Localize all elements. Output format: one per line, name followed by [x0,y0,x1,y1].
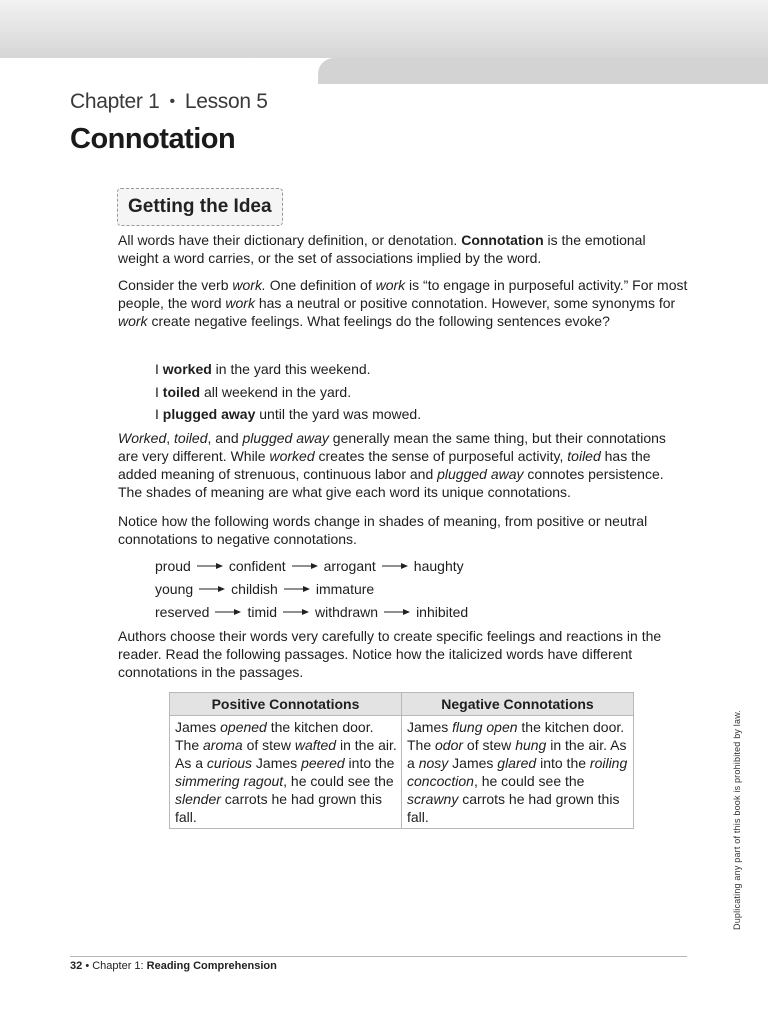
text-run: creates the sense of purposeful activity, [314,448,568,464]
italic-term: slender [175,791,221,807]
text-run: James [407,719,453,735]
text-run: until the yard was mowed. [255,406,422,422]
text-run: into the [344,755,395,771]
text-run: is “to engage in purposeful activity.” For most people, the word [118,277,688,311]
table-header-row [170,693,634,716]
arrow-right-icon [292,562,318,570]
chain-word: timid [247,604,278,620]
text-run: has the added meaning of strenuous, continuous labor and [118,448,651,482]
text-run: all weekend in the yard. [200,384,352,400]
bold-term: toiled [162,384,201,400]
bold-term: worked [162,361,212,377]
text-run: into the [536,755,590,771]
page-title: Connotation [70,123,236,155]
paragraph-shades-of-meaning [118,429,688,501]
footer-chapter: Chapter 1: [92,960,147,972]
text-run: carrots he had grown this fall. [407,791,620,825]
paragraph-authors-choose: Authors choose their words very carefully to create specific feelings and reactions in the reader. Read the following passages. Notice how the italicized words have different connotations in the passages. [118,628,662,680]
chain-word: childish [231,581,278,597]
arrow-right-icon [284,585,310,593]
paragraph-verb-work [118,276,688,330]
text-run: One definition of [265,277,376,293]
italic-term: scrawny [407,791,459,807]
example-sentence [155,405,421,423]
text-run: I [155,361,163,377]
table-row [170,716,634,829]
section-heading-getting-the-idea: Getting the Idea [117,188,283,226]
text-run: of stew [463,737,516,753]
chain-word: immature [315,581,375,597]
text-run: , he could see the [473,773,585,789]
text-run: , [166,430,175,446]
top-decorative-band [0,0,768,58]
chain-word: reserved [155,604,210,620]
arrow-right-icon [283,608,309,616]
footer-divider [70,956,687,957]
example-sentence [155,360,371,378]
chain-word: confident [228,558,286,574]
text-run: in the air. As a [175,737,397,771]
paragraph-notice-words: Notice how the following words change in shades of meaning, from positive or neutral connotations to negative connotations. [118,513,648,547]
arrow-right-icon [197,562,223,570]
bullet-separator: • [169,93,175,110]
negative-passage [402,716,634,829]
italic-term: work. [232,277,266,293]
page-number: 32 [70,960,83,972]
italic-term: peered [301,755,345,771]
word-chain [155,557,464,575]
italic-term: hung [515,737,547,753]
column-header-negative: Negative Connotations [402,693,634,716]
copyright-side-note: Duplicating any part of this book is prohibited by law. [732,709,742,930]
column-header-positive: Positive Connotations [170,693,402,716]
text-run: in the air. As a [407,737,627,771]
text-run: in the yard this weekend. [211,361,371,377]
text-run: , he could see the [283,773,394,789]
italic-term: opened [220,719,267,735]
italic-term: curious [206,755,253,771]
italic-term: Worked [118,430,167,446]
text-run: is the emotional weight a word carries, or the set of associations implied by the word. [118,232,646,266]
italic-term: work [225,295,255,311]
example-sentence [155,383,351,401]
italic-term: nosy [418,755,449,771]
text-run: James [448,755,498,771]
italic-term: work [375,277,406,293]
text-run: has a neutral or positive connotation. However, some synonyms for [254,295,676,311]
paragraph-definition [118,231,688,267]
italic-term: worked [269,448,315,464]
lesson-label: Lesson 5 [184,90,268,113]
text-run: the kitchen door. The [407,719,625,753]
italic-term: plugged away [242,430,329,446]
chain-word: inhibited [416,604,469,620]
text-run: I [155,406,163,422]
connotations-table [169,692,634,829]
italic-term: wafted [294,737,337,753]
italic-term: roiling concoction [407,755,628,789]
text-run: generally mean the same thing, but their connotations are very different. While [118,430,666,464]
text-run: I [155,384,163,400]
top-band-tab [318,58,768,84]
chain-word: withdrawn [315,604,379,620]
chain-word: haughty [413,558,464,574]
positive-passage [170,716,402,829]
chapter-lesson-label [70,90,268,114]
italic-term: toiled [174,430,208,446]
text-run: create negative feelings. What feelings do the following sentences evoke? [147,313,610,329]
italic-term: work [118,313,148,329]
text-run: Consider the verb [118,277,233,293]
page-footer [70,960,277,972]
arrow-right-icon [215,608,241,616]
text-run: James [252,755,302,771]
text-run: connotes persistence. The shades of meaning are what give each word its unique connotations. [118,466,664,500]
text-run: All words have their dictionary definition, or denotation. [118,232,462,248]
text-run: carrots he had grown this fall. [175,791,383,825]
italic-term: odor [435,737,464,753]
arrow-right-icon [384,608,410,616]
italic-term: flung open [452,719,518,735]
word-chain [155,580,374,598]
term-connotation: Connotation [461,232,544,248]
arrow-right-icon [199,585,225,593]
bold-term: plugged away [162,406,256,422]
chain-word: proud [155,558,191,574]
italic-term: toiled [567,448,601,464]
text-run: , and [207,430,243,446]
chapter-label: Chapter 1 [70,90,160,113]
text-run: the kitchen door. The [175,719,374,753]
italic-term: plugged away [437,466,524,482]
italic-term: glared [497,755,537,771]
chain-word: arrogant [323,558,376,574]
italic-term: simmering ragout [175,773,284,789]
text-run: James [175,719,221,735]
word-chain [155,603,468,621]
footer-section: Reading Comprehension [146,960,277,972]
text-run: of stew [242,737,295,753]
italic-term: aroma [203,737,243,753]
footer-bullet: • [85,960,90,972]
arrow-right-icon [382,562,408,570]
chain-word: young [155,581,194,597]
